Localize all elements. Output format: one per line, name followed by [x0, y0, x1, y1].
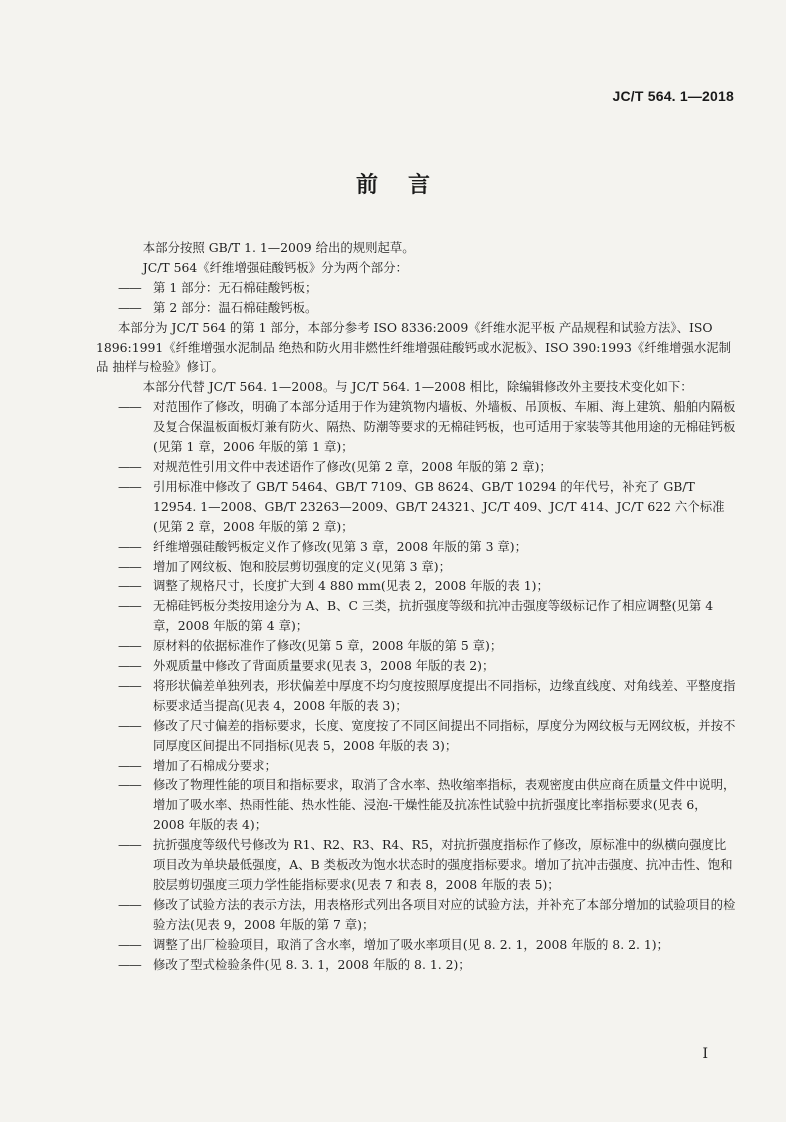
change-item-text: 修改了型式检验条件(见 8. 3. 1，2008 年版的 8. 1. 2)； — [153, 956, 471, 972]
dash-marker: —— — [118, 658, 141, 674]
intro-paragraph-2: JC/T 564《纤维增强硅酸钙板》分为两个部分： — [142, 259, 408, 275]
dash-marker: —— — [118, 279, 141, 295]
change-item — [118, 895, 738, 935]
change-item — [118, 457, 738, 477]
change-item — [118, 756, 738, 776]
dash-marker: —— — [118, 677, 141, 693]
change-item-text: 调整了规格尺寸，长度扩大到 4 880 mm(见表 2，2008 年版的表 1)； — [153, 578, 549, 594]
change-item — [118, 716, 738, 756]
dash-marker: —— — [118, 399, 141, 415]
dash-marker: —— — [118, 837, 141, 853]
change-item-text: 增加了网纹板、饱和胶层剪切强度的定义(见第 3 章)； — [153, 558, 452, 574]
dash-marker: —— — [118, 578, 141, 594]
change-item — [118, 775, 738, 835]
dash-marker: —— — [118, 896, 141, 912]
change-item — [118, 576, 738, 596]
dash-marker: —— — [118, 956, 141, 972]
change-item — [118, 835, 738, 895]
change-item-text: 对规范性引用文件中表述语作了修改(见第 2 章，2008 年版的第 2 章)； — [153, 458, 552, 474]
dash-marker: —— — [118, 757, 141, 773]
change-item-text: 引用标准中修改了 GB/T 5464、GB/T 7109、GB 8624、GB/T 10294 的年代号，补充了 GB/T 12954. 1—2008、GB/T 23263—2009、GB/T 24321、JC/T 409、JC/T 414、JC/T 622 六个标准(见第 2 章，2008 年版的第 2 章)； — [153, 478, 725, 534]
change-item-text: 将形状偏差单独列表，形状偏差中厚度不均匀度按照厚度提出不同指标，边缘直线度、对角线差、平整度指标要求适当提高(见表 4，2008 年版的表 3)； — [153, 677, 736, 713]
change-item-text: 外观质量中修改了背面质量要求(见表 3，2008 年版的表 2)； — [153, 658, 495, 674]
change-item-text: 抗折强度等级代号修改为 R1、R2、R3、R4、R5，对抗折强度指标作了修改，原标准中的纵横向强度比项目改为单块最低强度，A、B 类板改为饱水状态时的强度指标要求。增加了抗冲击强度、抗冲击性、饱和胶层剪切强度三项力学性能指标要求(见表 7 和表 8，2008 年版的表 5)； — [153, 837, 733, 892]
change-item-text: 调整了出厂检验项目，取消了含水率，增加了吸水率项目(见 8. 2. 1，2008 年版的 8. 2. 1)； — [153, 936, 669, 952]
part-item-text: 第 2 部分：温石棉硅酸钙板。 — [153, 299, 318, 315]
dash-marker: —— — [118, 638, 141, 654]
standard-number: JC/T 564. 1—2018 — [612, 88, 734, 104]
dash-marker: —— — [118, 598, 141, 614]
change-item — [118, 935, 738, 955]
dash-marker: —— — [118, 558, 141, 574]
change-item-text: 修改了试验方法的表示方法，用表格形式列出各项目对应的试验方法，并补充了本部分增加的试验项目的检验方法(见表 9，2008 年版的第 7 章)； — [153, 896, 736, 932]
change-item — [118, 477, 738, 537]
change-item-text: 修改了尺寸偏差的指标要求，长度、宽度按了不同区间提出不同指标，厚度分为网纹板与无网纹板，并按不同厚度区间提出不同指标(见表 5，2008 年版的表 3)； — [153, 717, 736, 753]
change-item-text: 无棉硅钙板分类按用途分为 A、B、C 三类，抗折强度等级和抗冲击强度等级标记作了相应调整(见第 4 章，2008 年版的第 4 章)； — [153, 598, 714, 634]
change-item-text: 纤维增强硅酸钙板定义作了修改(见第 3 章，2008 年版的第 3 章)； — [153, 538, 528, 554]
dash-marker: —— — [118, 299, 141, 315]
change-item-text: 修改了物理性能的项目和指标要求，取消了含水率、热收缩率指标，表观密度由供应商在质量文件中说明，增加了吸水率、热雨性能、热水性能、浸泡-干燥性能及抗冻性试验中抗折强度比率指标要求(见表 6，2008 年版的表 4)； — [153, 777, 736, 833]
replace-paragraph: 本部分代替 JC/T 564. 1—2008。与 JC/T 564. 1—2008 相比，除编辑修改外主要技术变化如下： — [142, 379, 693, 395]
reference-paragraph: 本部分为 JC/T 564 的第 1 部分，本部分参考 ISO 8336:2009《纤维水泥平板 产品规程和试验方法》、ISO 1896:1991《纤维增强水泥制品 绝热和防火用非燃性纤维增强硅酸钙或水泥板》、ISO 390:1993《纤维增强水泥制品 抽样与检验》修订。 — [96, 319, 732, 375]
change-item — [118, 676, 738, 716]
dash-marker: —— — [118, 458, 141, 474]
part-item-text: 第 1 部分：无石棉硅酸钙板； — [153, 279, 318, 295]
page-title: 前言 — [355, 173, 460, 198]
change-item — [118, 397, 738, 457]
dash-marker: —— — [118, 538, 141, 554]
page-number: I — [702, 1046, 708, 1062]
change-item — [118, 557, 738, 577]
changes-list — [118, 397, 738, 974]
dash-marker: —— — [118, 717, 141, 733]
document-body — [96, 238, 738, 975]
dash-marker: —— — [118, 777, 141, 793]
part-item-2 — [118, 298, 738, 318]
dash-marker: —— — [118, 936, 141, 952]
dash-marker: —— — [118, 478, 141, 494]
part-item-1 — [118, 278, 738, 298]
change-item-text: 原材料的依据标准作了修改(见第 5 章，2008 年版的第 5 章)； — [153, 638, 503, 654]
change-item — [118, 537, 738, 557]
change-item-text: 增加了石棉成分要求； — [153, 757, 277, 773]
change-item — [118, 596, 738, 636]
change-item — [118, 955, 738, 975]
change-item-text: 对范围作了修改，明确了本部分适用于作为建筑物内墙板、外墙板、吊顶板、车厢、海上建筑、船舶内隔板及复合保温板面板灯兼有防火、隔热、防潮等要求的无棉硅钙板，也可适用于家装等其他用途的无棉硅钙板(见第 1 章，2006 年版的第 1 章)； — [153, 399, 736, 455]
intro-paragraph-1: 本部分按照 GB/T 1. 1—2009 给出的规则起草。 — [142, 240, 415, 255]
change-item — [118, 656, 738, 676]
change-item — [118, 636, 738, 656]
